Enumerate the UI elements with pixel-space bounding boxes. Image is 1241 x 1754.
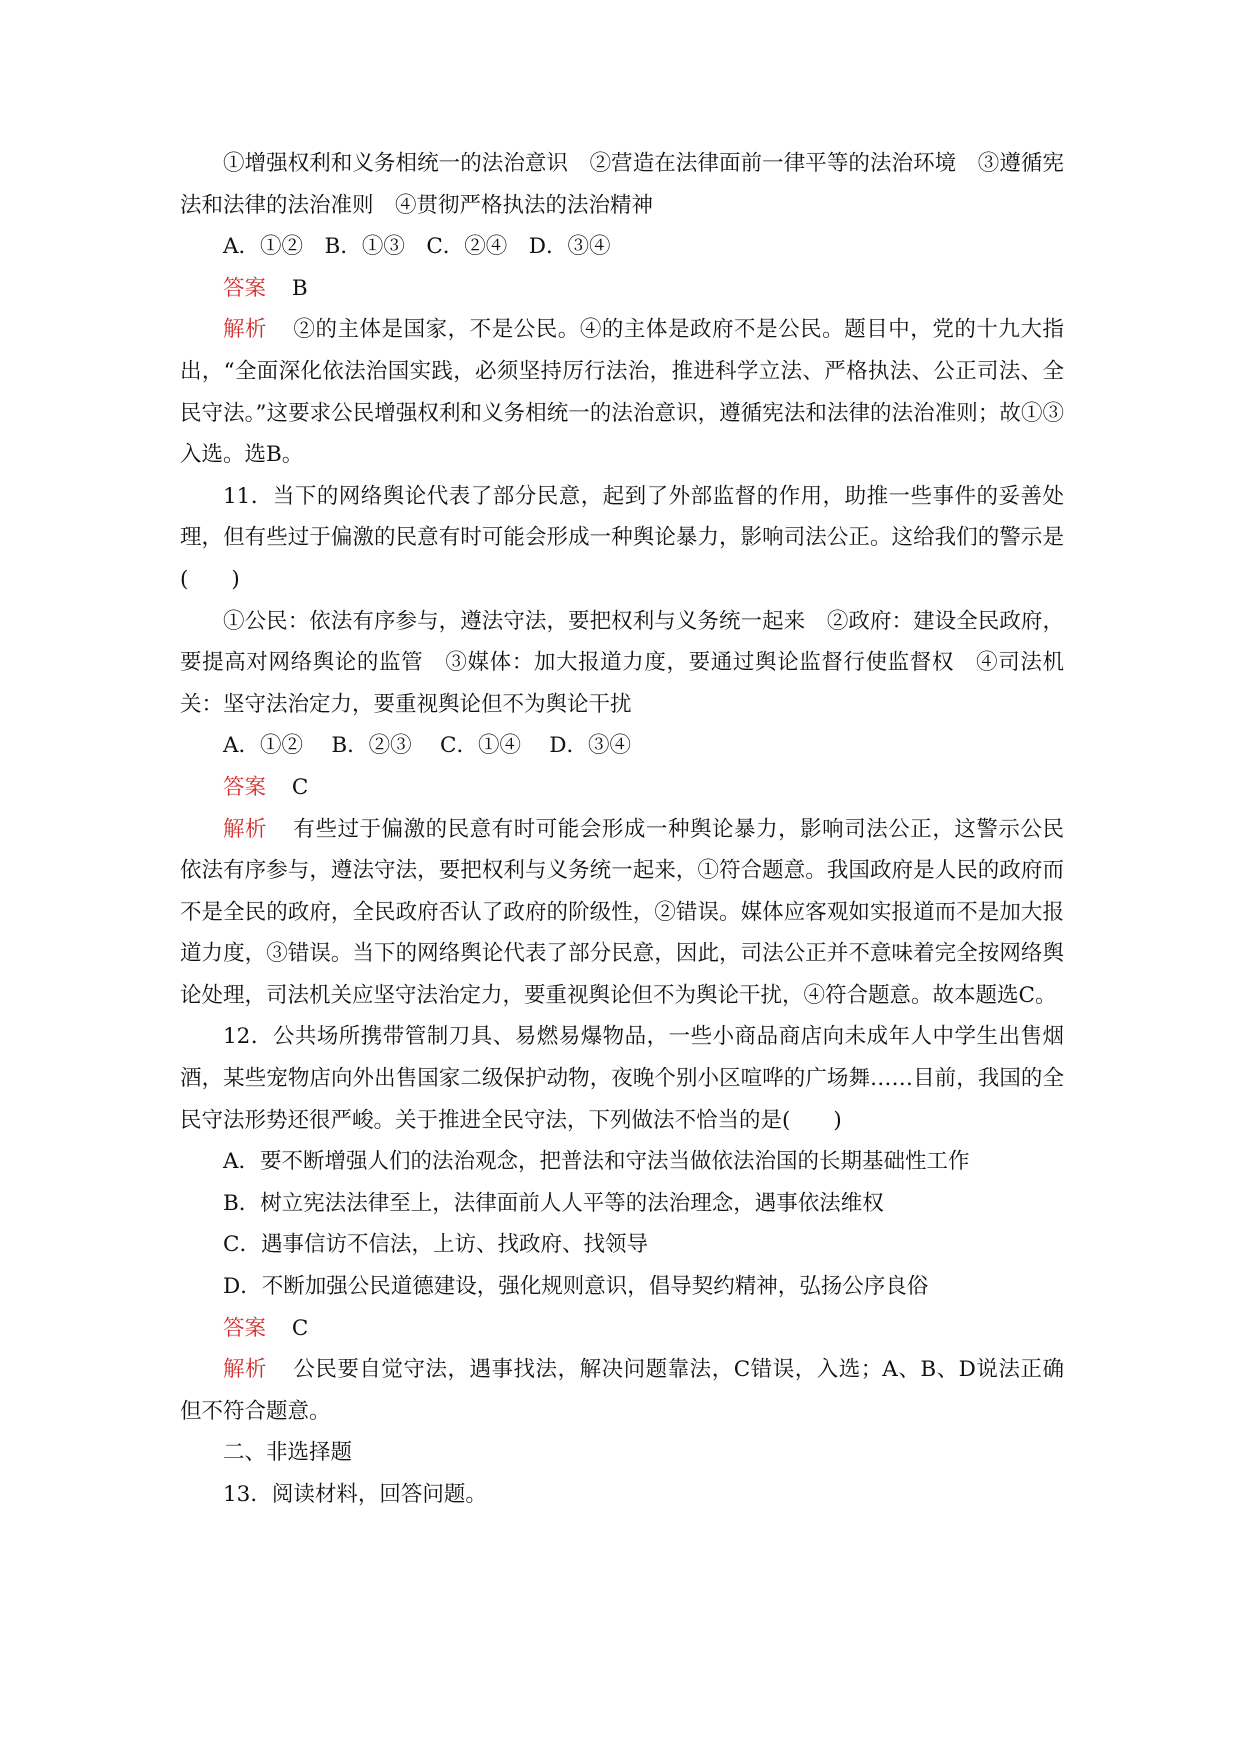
q11-options: A．①② B．②③ C．①④ D．③④ (223, 733, 632, 759)
q13-stem: 13．阅读材料，回答问题。 (223, 1482, 487, 1507)
q11-answer (180, 767, 1064, 809)
q12-option-a: A．要不断增强人们的法治观念，把普法和守法当做依法治国的长期基础性工作 (223, 1149, 970, 1175)
answer-value: B (291, 275, 308, 301)
analysis-label: 解析 (223, 816, 268, 842)
analysis-label: 解析 (223, 1357, 268, 1383)
answer-value: C (291, 1315, 309, 1341)
q11-stem: 11．当下的网络舆论代表了部分民意，起到了外部监督的作用，助推一些事件的妥善处理，但有些过于偏激的民意有时可能会形成一种舆论暴力，影响司法公正。这给我们的警示是( ) (180, 483, 1064, 592)
q12-analysis (180, 1349, 1064, 1432)
q10-analysis (180, 309, 1064, 475)
q10-statements: ①增强权利和义务相统一的法治意识 ②营造在法律面前一律平等的法治环境 ③遵循宪法和法律的法治准则 ④贯彻严格执法的法治精神 (180, 151, 1064, 218)
analysis-text: 有些过于偏激的民意有时可能会形成一种舆论暴力，影响司法公正，这警示公民依法有序参与，遵法守法，要把权利与义务统一起来，①符合题意。我国政府是人民的政府而不是全民的政府，全民政府否认了政府的阶级性，②错误。媒体应客观如实报道而不是加大报道力度，③错误。当下的网络舆论代表了部分民意，因此，司法公正并不意味着完全按网络舆论处理，司法机关应坚守法治定力，要重视舆论但不为舆论干扰，④符合题意。故本题选C。 (180, 816, 1064, 1008)
q10-options: A．①② B．①③ C．②④ D．③④ (223, 234, 611, 260)
q12-option-b: B．树立宪法法律至上，法律面前人人平等的法治理念，遇事依法维权 (223, 1190, 884, 1216)
answer-label: 答案 (223, 774, 267, 800)
analysis-label: 解析 (223, 317, 268, 343)
q12-option-d: D．不断加强公民道德建设，强化规则意识，倡导契约精神，弘扬公序良俗 (223, 1274, 929, 1300)
q11-analysis (180, 809, 1064, 1017)
analysis-text: ②的主体是国家，不是公民。④的主体是政府不是公民。题目中，党的十九大指出，“全面深化依法治国实践，必须坚持厉行法治，推进科学立法、严格执法、公正司法、全民守法。”这要求公民增强权利和义务相统一的法治意识，遵循宪法和法律的法治准则；故①③入选。选B。 (180, 317, 1064, 468)
analysis-text: 公民要自觉守法，遇事找法，解决问题靠法，C错误，入选；A、B、D说法正确但不符合题意。 (180, 1357, 1064, 1424)
answer-label: 答案 (223, 275, 267, 301)
answer-label: 答案 (223, 1315, 267, 1341)
q12-option-c: C．遇事信访不信法，上访、找政府、找领导 (223, 1232, 648, 1258)
q11-statements: ①公民：依法有序参与，遵法守法，要把权利与义务统一起来 ②政府：建设全民政府，要提高对网络舆论的监管 ③媒体：加大报道力度，要通过舆论监督行使监督权 ④司法机关：坚守法治定力，要重视舆论但不为舆论干扰 (180, 608, 1064, 717)
q10-answer (180, 268, 1064, 310)
answer-value: C (291, 774, 309, 800)
section-heading: 二、非选择题 (223, 1440, 353, 1466)
q12-answer (180, 1308, 1064, 1350)
q12-stem: 12．公共场所携带管制刀具、易燃易爆物品，一些小商品商店向未成年人中学生出售烟酒，某些宠物店向外出售国家二级保护动物，夜晚个别小区喧哗的广场舞……目前，我国的全民守法形势还很严峻。关于推进全民守法，下列做法不恰当的是( ) (180, 1024, 1064, 1133)
document-page (180, 143, 1064, 1516)
